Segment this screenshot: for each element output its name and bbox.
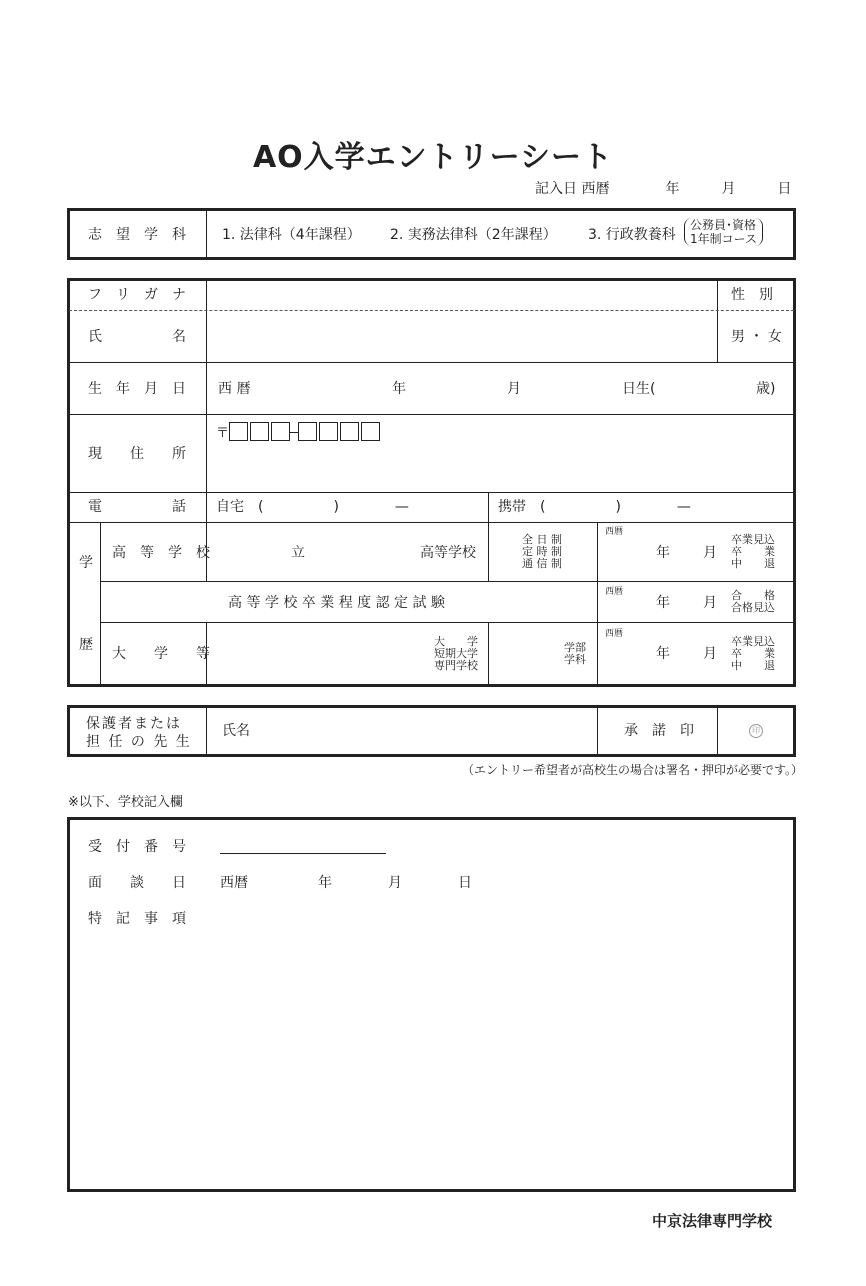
exam-era: 西暦 — [605, 587, 624, 597]
postal-mark: 〒 — [216, 426, 230, 441]
exam-month: 月 — [703, 595, 717, 611]
faculty-labels: 学部 学科 — [564, 641, 586, 666]
birth-year: 年 — [392, 381, 406, 397]
univ-year: 年 — [656, 646, 670, 662]
hs-year: 年 — [656, 545, 670, 561]
department-option-3-note: 公務員･資格 1年制コース — [684, 218, 763, 246]
postal-code-field[interactable] — [216, 422, 382, 441]
school-use-box — [67, 817, 796, 1192]
department-label: 志 望 学 科 — [88, 227, 186, 243]
guardian-label: 保護者または 担 任 の 先 生 — [86, 716, 192, 750]
high-school-system[interactable]: 全 日 制 定 時 制 通 信 制 — [522, 533, 562, 570]
department-option-3[interactable]: 3. 行政教養科 — [588, 227, 676, 243]
school-section-note: ※以下、学校記入欄 — [68, 795, 183, 810]
furigana-field[interactable] — [208, 281, 716, 309]
birth-age: 歳) — [756, 381, 776, 397]
entry-date: 記入日 西暦 年 月 日 — [535, 181, 792, 197]
univ-status[interactable]: 卒業見込 卒 業 中 退 — [731, 635, 775, 672]
hs-era: 西暦 — [605, 527, 624, 537]
phone-label: 電 話 — [88, 499, 186, 515]
hs-status[interactable]: 卒業見込 卒 業 中 退 — [731, 533, 775, 570]
education-label-bottom: 歴 — [79, 637, 93, 653]
remarks-label: 特 記 事 項 — [88, 911, 186, 927]
university-types[interactable]: 大 学 短期大学 専門学校 — [434, 635, 478, 672]
seal-mark[interactable]: 印 — [749, 724, 763, 738]
guardian-name-label: 氏名 — [222, 723, 250, 739]
high-school-ritsu: 立 — [291, 545, 305, 561]
univ-month: 月 — [703, 646, 717, 662]
department-option-1[interactable]: 1. 法律科（4年課程） — [222, 227, 361, 243]
birth-era: 西 暦 — [218, 381, 251, 397]
department-option-2[interactable]: 2. 実務法律科（2年課程） — [390, 227, 557, 243]
univ-era: 西暦 — [605, 629, 624, 639]
education-label-top: 学 — [79, 555, 93, 571]
high-school-suffix: 高等学校 — [420, 545, 476, 561]
guardian-name-field[interactable] — [252, 708, 594, 754]
seal-label: 承 諾 印 — [624, 723, 694, 739]
birthdate-label: 生 年 月 日 — [88, 381, 186, 397]
mobile-phone-field[interactable]: 携帯 ( ) — — [498, 499, 691, 515]
home-phone-field[interactable]: 自宅 ( ) — — [216, 499, 409, 515]
name-field[interactable] — [208, 312, 716, 360]
address-field[interactable] — [208, 446, 792, 490]
exam-label: 高 等 学 校 卒 業 程 度 認 定 試 験 — [228, 595, 445, 611]
address-label: 現 住 所 — [88, 446, 186, 462]
high-school-label: 高 等 学 校 — [112, 545, 210, 561]
receipt-number-line[interactable] — [220, 853, 386, 854]
interview-date-value: 西暦 年 月 日 — [220, 875, 472, 891]
gender-options[interactable]: 男 ・ 女 — [731, 329, 782, 345]
school-name: 中京法律専門学校 — [652, 1212, 773, 1230]
gender-label: 性 別 — [731, 287, 773, 303]
birth-month: 月 — [507, 381, 521, 397]
furigana-label: フ リ ガ ナ — [88, 287, 186, 303]
guardian-note: （エントリー希望者が高校生の場合は署名・押印が必要です。） — [462, 763, 804, 777]
exam-status[interactable]: 合 格 合格見込 — [731, 589, 775, 614]
university-label: 大 学 等 — [112, 646, 210, 662]
interview-date-label: 面 談 日 — [88, 875, 186, 891]
page-title: AO入学エントリーシート — [252, 140, 614, 175]
birth-day: 日生( — [622, 381, 656, 397]
hs-month: 月 — [703, 545, 717, 561]
receipt-number-label: 受 付 番 号 — [88, 839, 186, 855]
exam-year: 年 — [656, 595, 670, 611]
name-label: 氏 名 — [88, 329, 186, 345]
